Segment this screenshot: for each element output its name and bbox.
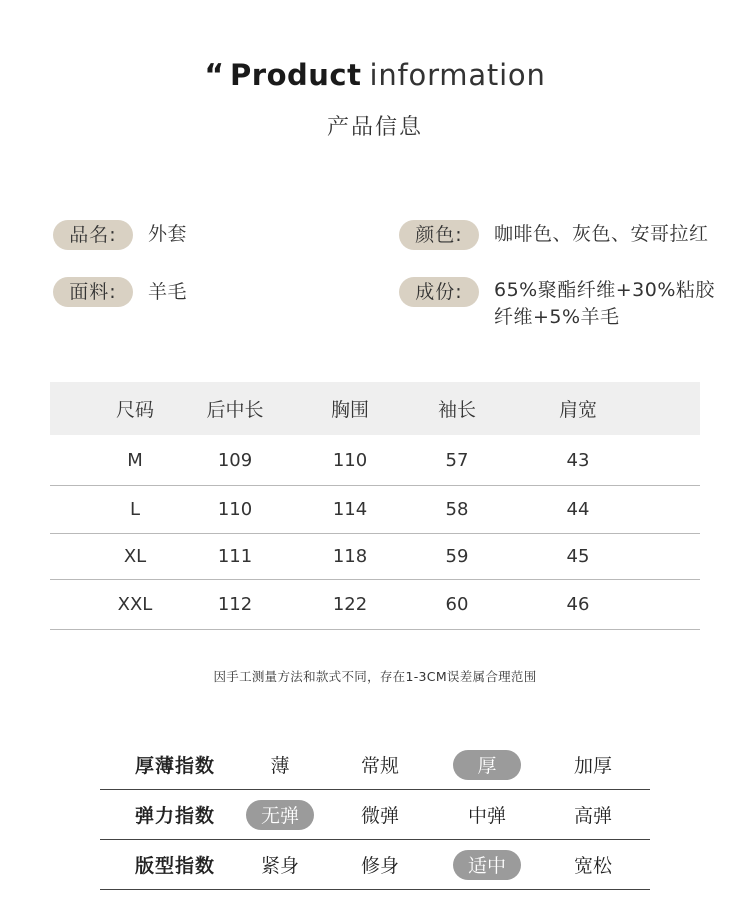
back-length-cell: 112 — [217, 594, 253, 615]
index-option: 高弹 — [573, 805, 612, 827]
size-cell: L — [129, 499, 141, 520]
index-option-selected — [235, 790, 325, 839]
chest-cell: 118 — [332, 546, 368, 567]
back-length-cell: 111 — [217, 546, 253, 567]
table-row — [50, 580, 700, 630]
chest-cell: 114 — [332, 499, 368, 520]
fabric-label: 面料: — [53, 277, 133, 307]
index-option-selected — [442, 840, 532, 889]
table-row — [50, 486, 700, 534]
header-shoulder: 肩宽 — [558, 399, 597, 421]
composition-line-2: 纤维+5%羊毛 — [494, 306, 620, 328]
table-row — [50, 435, 700, 486]
page-title — [0, 58, 750, 93]
chest-cell: 110 — [332, 449, 368, 471]
composition-label: 成份: — [399, 277, 479, 307]
shoulder-cell: 45 — [566, 546, 590, 567]
index-option-selected — [442, 740, 532, 789]
sleeve-cell: 58 — [445, 499, 469, 520]
name-value: 外套 — [148, 223, 188, 245]
sleeve-cell: 59 — [445, 546, 469, 567]
selected-pill: 无弹 — [246, 800, 314, 830]
index-option: 宽松 — [573, 855, 612, 877]
title-bold: Product — [230, 58, 362, 92]
header-chest: 胸围 — [330, 399, 369, 421]
index-option: 薄 — [270, 755, 290, 777]
index-table — [100, 740, 650, 890]
composition-value — [494, 277, 715, 331]
table-row — [50, 534, 700, 580]
index-option: 紧身 — [260, 855, 299, 877]
size-table-header — [50, 382, 700, 435]
index-option: 中弹 — [467, 805, 506, 827]
header-back-length: 后中长 — [206, 399, 264, 421]
index-label: 弹力指数 — [134, 805, 215, 827]
index-row-elasticity — [100, 790, 650, 840]
selected-pill: 厚 — [453, 750, 521, 780]
index-option: 微弹 — [360, 805, 399, 827]
index-row-fit — [100, 840, 650, 890]
sleeve-cell: 57 — [445, 449, 469, 471]
index-row-thickness — [100, 740, 650, 790]
sleeve-cell: 60 — [445, 594, 469, 615]
size-cell: M — [127, 449, 143, 471]
title-light: information — [369, 58, 546, 92]
chest-cell: 122 — [332, 594, 368, 615]
size-cell: XXL — [117, 594, 153, 615]
color-label: 颜色: — [399, 220, 479, 250]
index-option: 修身 — [360, 855, 399, 877]
fabric-value: 羊毛 — [148, 281, 188, 303]
shoulder-cell: 46 — [566, 594, 590, 615]
shoulder-cell: 44 — [566, 499, 590, 520]
size-table — [50, 382, 700, 630]
selected-pill: 适中 — [453, 850, 521, 880]
index-option: 加厚 — [573, 755, 612, 777]
color-value: 咖啡色、灰色、安哥拉红 — [494, 223, 709, 245]
quote-mark: “ — [204, 58, 225, 93]
composition-line-1: 65%聚酯纤维+30%粘胶 — [494, 279, 715, 301]
measurement-note: 因手工测量方法和款式不同，存在1-3CM误差属合理范围 — [213, 669, 537, 684]
index-label: 厚薄指数 — [134, 755, 215, 777]
index-option: 常规 — [360, 755, 399, 777]
header-sleeve: 袖长 — [437, 399, 476, 421]
page-subtitle: 产品信息 — [326, 115, 423, 140]
shoulder-cell: 43 — [566, 449, 590, 471]
header-size: 尺码 — [115, 399, 154, 421]
index-label: 版型指数 — [134, 855, 215, 877]
back-length-cell: 110 — [217, 499, 253, 520]
back-length-cell: 109 — [217, 449, 253, 471]
name-label: 品名: — [53, 220, 133, 250]
size-cell: XL — [123, 546, 147, 567]
